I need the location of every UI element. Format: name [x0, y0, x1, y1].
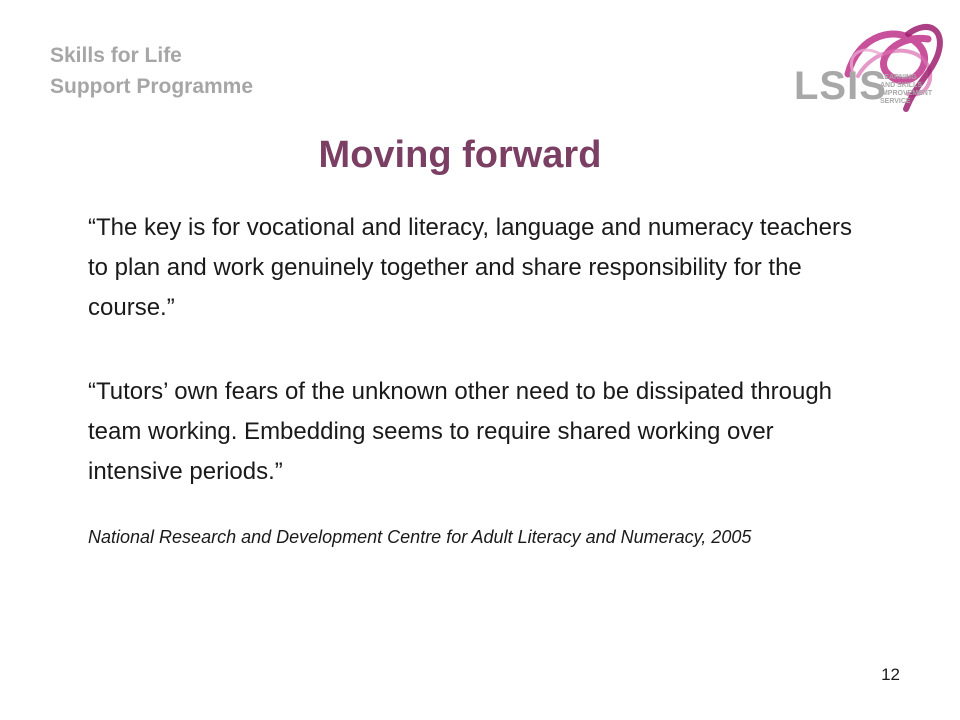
brand-line-2: Support Programme — [50, 75, 254, 98]
quote-2: “Tutors’ own fears of the unknown other need to be dissipated through team working. Embedding seems to require shared working over intensive periods.” — [88, 378, 833, 485]
lsis-logo — [788, 14, 948, 126]
logo-tagline-line: LEARNING — [880, 74, 917, 81]
programme-brand — [50, 40, 253, 102]
logo-tagline-line: SERVICE — [880, 98, 911, 105]
logo-tagline-line: IMPROVEMENT — [880, 90, 933, 97]
page-number: 12 — [881, 665, 900, 684]
quote-1: “The key is for vocational and literacy, language and numeracy teachers to plan and work genuinely together and share responsibility for the course.” — [88, 214, 852, 321]
logo-tagline — [880, 74, 940, 106]
logo-tagline-line: AND SKILLS — [880, 82, 922, 89]
slide-title: Moving forward — [318, 134, 602, 176]
citation: National Research and Development Centre for Adult Literacy and Numeracy, 2005 — [88, 527, 752, 547]
slide-body — [88, 208, 868, 552]
logo-wordmark: LSIS — [794, 64, 887, 108]
brand-line-1: Skills for Life — [50, 44, 182, 67]
